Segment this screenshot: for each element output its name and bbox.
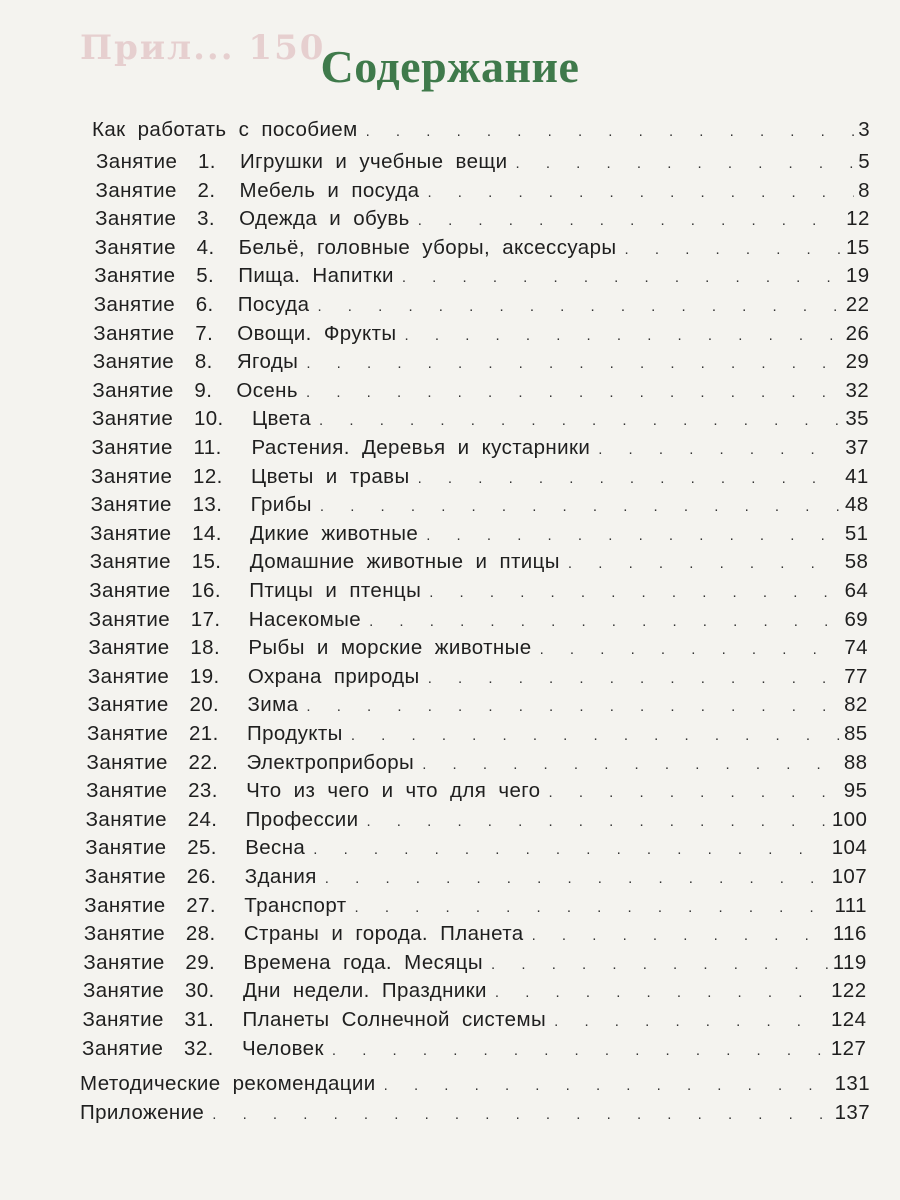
toc-page-number: 26 [845, 321, 870, 345]
toc-dot-leader [429, 579, 840, 607]
toc-entry-label: Приложение [80, 1101, 205, 1124]
toc-page-number: 100 [831, 807, 868, 831]
lesson-title: Пища. Напитки [238, 264, 394, 288]
toc-page-number: 69 [844, 607, 869, 631]
toc-page-number: 77 [844, 664, 868, 688]
lesson-word: Занятие [83, 950, 165, 974]
toc-dot-leader [332, 1037, 827, 1065]
toc-page-number: 122 [831, 979, 867, 1003]
toc-entry-label [89, 606, 361, 634]
lesson-word: Занятие [89, 579, 171, 602]
lesson-number: 28. [185, 922, 216, 946]
toc-entry-label [90, 520, 418, 548]
toc-entry-lesson[interactable] [91, 463, 869, 491]
lesson-title: Что из чего и что для чего [246, 779, 541, 803]
lesson-title: Игрушки и учебные вещи [240, 150, 508, 173]
toc-dot-leader [369, 608, 840, 636]
lesson-word: Занятие [93, 321, 175, 345]
toc-entry-label: Методические рекомендации [80, 1072, 376, 1095]
toc-page-number: 82 [844, 693, 868, 717]
lesson-number: 2. [197, 178, 216, 202]
lesson-title: Планеты Солнечной системы [242, 1008, 547, 1031]
toc-dot-leader [548, 779, 839, 807]
toc-entry-label [94, 291, 310, 319]
toc-entry-label [86, 777, 540, 805]
toc-entry-label [96, 148, 508, 176]
toc-page-number: 131 [834, 1072, 870, 1095]
toc-entry-lesson[interactable] [94, 262, 869, 290]
lesson-title: Зима [247, 693, 299, 717]
toc-page-number: 41 [845, 464, 869, 488]
ghost-show-through-text: Прил... 150 [80, 28, 326, 68]
toc-entry-label [91, 463, 410, 491]
toc-page-number: 15 [846, 235, 870, 259]
lesson-title: Посуда [237, 293, 310, 316]
toc-dot-leader [516, 150, 855, 178]
toc-entry-label [89, 577, 421, 605]
lesson-title: Ягоды [236, 350, 299, 374]
toc-entry-label [95, 234, 617, 262]
toc-dot-leader [320, 493, 841, 521]
toc-entry-label [83, 949, 483, 977]
lesson-title: Транспорт [244, 893, 347, 917]
toc-dot-leader [405, 322, 842, 350]
lesson-word: Занятие [90, 493, 172, 517]
toc-page-number: 88 [843, 750, 868, 774]
lesson-word: Занятие [95, 178, 177, 202]
lesson-title: Птицы и птенцы [249, 579, 422, 602]
lesson-number: 26. [186, 865, 217, 888]
lesson-title: Бельё, головные уборы, аксессуары [238, 235, 617, 259]
toc-page-number: 48 [844, 493, 869, 517]
lesson-title: Грибы [250, 493, 312, 517]
lesson-number: 27. [186, 893, 216, 917]
lesson-word: Занятие [88, 607, 171, 631]
lesson-word: Занятие [85, 836, 167, 860]
lesson-title: Здания [244, 865, 317, 888]
toc-dot-leader [540, 636, 841, 664]
lesson-number: 12. [193, 464, 223, 488]
lesson-word: Занятие [91, 464, 173, 488]
lesson-number: 13. [192, 493, 223, 517]
lesson-title: Одежда и обувь [239, 207, 410, 231]
lesson-number: 14. [192, 521, 222, 545]
toc-entry-lesson[interactable] [88, 634, 868, 662]
lesson-title: Рыбы и морские животные [248, 636, 532, 660]
toc-page-number: 19 [845, 264, 870, 288]
toc-entry-lesson[interactable] [93, 348, 869, 376]
toc-page-number: 124 [831, 1008, 867, 1031]
lesson-title: Дни недели. Праздники [242, 979, 487, 1003]
lesson-number: 9. [194, 378, 213, 402]
toc-entry-lesson[interactable] [95, 205, 870, 233]
toc-entry-label: Как работать с пособием [92, 118, 358, 141]
toc-entry-label [91, 491, 312, 519]
lesson-title: Дикие животные [250, 521, 419, 545]
toc-entry-lesson[interactable] [86, 806, 868, 834]
toc-entry-intro[interactable] [92, 116, 870, 144]
toc-entry-label [92, 405, 311, 433]
toc-dot-leader [418, 207, 842, 235]
lesson-word: Занятие [92, 378, 174, 402]
toc-dot-leader [598, 436, 841, 464]
lesson-number: 5. [196, 264, 215, 288]
lesson-number: 8. [194, 350, 213, 374]
lesson-number: 23. [188, 779, 218, 803]
toc-page-number: 12 [846, 207, 870, 231]
toc-dot-leader [491, 951, 829, 979]
toc-dot-leader [313, 836, 827, 864]
lesson-title: Мебель и посуда [239, 178, 420, 202]
toc-entry-label [83, 1006, 547, 1034]
toc-page-number: 3 [858, 118, 870, 141]
lesson-title: Весна [245, 836, 306, 860]
lesson-title: Электроприборы [246, 750, 415, 774]
toc-page-number: 35 [845, 407, 869, 431]
toc-entry-label [84, 892, 346, 920]
lesson-title: Цвета [251, 407, 312, 431]
toc-entry-lesson[interactable] [86, 777, 867, 805]
toc-entry-lesson[interactable] [85, 863, 867, 891]
lesson-number: 4. [196, 235, 215, 259]
toc-page-number: 95 [843, 779, 868, 803]
lesson-number: 20. [189, 693, 220, 717]
lesson-word: Занятие [95, 207, 177, 231]
toc-dot-leader [366, 118, 855, 146]
toc-entry-lesson[interactable] [90, 520, 868, 548]
lesson-word: Занятие [82, 979, 165, 1003]
toc-dot-leader [402, 264, 842, 292]
lesson-number: 17. [190, 607, 221, 631]
lesson-word: Занятие [96, 150, 178, 173]
toc-entry-label [82, 1035, 324, 1063]
toc-entry-label [87, 720, 343, 748]
toc-page-number: 127 [830, 1036, 867, 1060]
lesson-title: Профессии [245, 807, 359, 831]
lesson-number: 19. [189, 664, 220, 688]
lesson-word: Занятие [94, 235, 176, 259]
lesson-number: 30. [184, 979, 215, 1003]
toc-page-number: 22 [845, 293, 870, 316]
toc-dot-leader [568, 550, 841, 578]
toc-entry-label [93, 348, 298, 376]
lesson-number: 29. [185, 950, 216, 974]
toc-entry-lesson[interactable] [85, 834, 867, 862]
toc-dot-leader [428, 665, 841, 693]
toc-entry-label [90, 548, 560, 576]
lesson-number: 24. [187, 807, 218, 831]
lesson-title: Цветы и травы [251, 464, 410, 488]
toc-entry-lesson[interactable] [83, 1006, 867, 1034]
lesson-title: Продукты [247, 722, 343, 745]
toc-entry-lesson[interactable] [87, 720, 868, 748]
lesson-title: Времена года. Месяцы [243, 950, 484, 974]
lesson-title: Страны и города. Планета [243, 922, 524, 946]
toc-entry-label [92, 434, 591, 462]
lesson-number: 25. [187, 836, 217, 860]
toc-page-number: 107 [831, 865, 867, 888]
toc-dot-leader [384, 1072, 831, 1100]
toc-dot-leader [625, 236, 843, 264]
toc-entry-lesson[interactable] [92, 377, 869, 405]
toc-dot-leader [354, 894, 830, 922]
toc-entry-lesson[interactable] [87, 691, 867, 719]
lesson-title: Человек [242, 1036, 324, 1060]
toc-dot-leader [212, 1101, 830, 1129]
toc-page-number: 137 [834, 1101, 870, 1124]
toc-dot-leader [366, 808, 827, 836]
toc-page-number: 116 [832, 922, 867, 946]
toc-entry-lesson[interactable] [95, 234, 870, 262]
toc-page-number: 104 [831, 836, 868, 860]
lesson-word: Занятие [90, 521, 172, 545]
toc-dot-leader [319, 407, 841, 435]
lesson-title: Растения. Деревья и кустарники [251, 436, 591, 459]
lesson-number: 22. [188, 750, 219, 774]
toc-page-number: 5 [858, 150, 870, 173]
toc-page-number: 119 [832, 950, 867, 974]
toc-entry-lesson[interactable] [91, 491, 869, 519]
toc-entry-label [93, 320, 396, 348]
toc-dot-leader [317, 293, 841, 321]
lesson-word: Занятие [87, 693, 169, 717]
lesson-word: Занятие [87, 722, 169, 745]
toc-dot-leader [351, 722, 840, 750]
lesson-title: Овощи. Фрукты [237, 321, 397, 345]
toc-entry-lesson[interactable] [94, 291, 870, 319]
lesson-number: 16. [191, 579, 221, 602]
toc-entry-label [87, 749, 415, 777]
toc-page-number: 8 [858, 178, 870, 202]
toc-dot-leader [532, 922, 829, 950]
toc-entry-lesson[interactable] [89, 606, 868, 634]
toc-dot-leader [306, 379, 841, 407]
toc-entry-lesson[interactable] [92, 434, 869, 462]
lesson-title: Насекомые [248, 607, 362, 631]
toc-entry-lesson[interactable] [89, 577, 868, 605]
lesson-number: 10. [193, 407, 224, 431]
toc-entry-lesson[interactable] [96, 148, 870, 176]
toc-dot-leader [554, 1008, 827, 1036]
lesson-word: Занятие [83, 922, 166, 946]
lesson-word: Занятие [82, 1008, 164, 1031]
toc-page-number: 85 [844, 722, 868, 745]
toc-entry-label [84, 920, 524, 948]
lesson-word: Занятие [87, 664, 170, 688]
toc-entry-appendix[interactable] [80, 1070, 870, 1098]
toc-entry-label [85, 863, 317, 891]
lesson-title: Осень [236, 378, 298, 402]
lesson-word: Занятие [82, 1036, 164, 1060]
lesson-word: Занятие [86, 750, 168, 774]
lesson-number: 7. [195, 321, 214, 345]
toc-entry-label [95, 205, 410, 233]
toc-entry-label [94, 262, 394, 290]
toc-entry-lesson[interactable] [93, 320, 869, 348]
toc-page-number: 111 [834, 893, 867, 917]
toc-entry-lesson[interactable] [84, 920, 867, 948]
toc-entry-lesson[interactable] [88, 663, 868, 691]
toc-page-number: 37 [845, 436, 869, 459]
lesson-word: Занятие [89, 550, 171, 574]
lesson-number: 1. [198, 150, 216, 173]
toc-dot-leader [418, 465, 842, 493]
toc-entry-lesson[interactable] [87, 749, 868, 777]
toc-entry-label [92, 377, 298, 405]
lesson-title: Домашние животные и птицы [249, 550, 560, 574]
lesson-word: Занятие [91, 436, 173, 459]
toc-entry-appendix[interactable] [80, 1099, 870, 1127]
lesson-number: 6. [195, 293, 214, 316]
toc-entry-lesson[interactable] [92, 405, 869, 433]
toc-entry-lesson[interactable] [83, 977, 867, 1005]
lesson-word: Занятие [88, 636, 170, 660]
toc-dot-leader [495, 979, 827, 1007]
lesson-number: 31. [184, 1008, 215, 1031]
toc-dot-leader [306, 350, 841, 378]
toc-dot-leader [325, 865, 828, 893]
lesson-word: Занятие [94, 264, 176, 288]
toc-dot-leader [422, 751, 840, 779]
toc-dot-leader [306, 693, 840, 721]
toc-entry-lesson[interactable] [83, 949, 866, 977]
toc-entry-label [96, 177, 420, 205]
toc-dot-leader [427, 179, 854, 207]
toc-dot-leader [426, 522, 841, 550]
lesson-number: 15. [191, 550, 222, 574]
toc-entry-lesson[interactable] [82, 1035, 866, 1063]
lesson-word: Занятие [84, 865, 166, 888]
toc-entry-label [85, 834, 305, 862]
toc-entry-lesson[interactable] [84, 892, 867, 920]
lesson-number: 32. [184, 1036, 214, 1060]
toc-entry-lesson[interactable] [96, 177, 870, 205]
toc-entry-label [88, 663, 420, 691]
lesson-number: 21. [189, 722, 219, 745]
lesson-word: Занятие [85, 807, 167, 831]
toc-entry-label [83, 977, 487, 1005]
toc-entry-label [87, 691, 298, 719]
lesson-word: Занятие [84, 893, 166, 917]
lesson-number: 11. [193, 436, 222, 459]
lesson-title: Охрана природы [247, 664, 420, 688]
lesson-number: 3. [197, 207, 215, 231]
toc-page-number: 64 [844, 579, 869, 602]
toc-page-number: 32 [845, 378, 870, 402]
toc-page-number: 58 [844, 550, 869, 574]
page-title: Содержание [320, 41, 580, 92]
toc-page-number: 29 [845, 350, 870, 374]
toc-entry-label [88, 634, 531, 662]
toc-page-number: 74 [844, 636, 868, 660]
lesson-word: Занятие [92, 350, 175, 374]
toc-entry-lesson[interactable] [90, 548, 869, 576]
lesson-number: 18. [190, 636, 221, 660]
toc-page-number: 51 [844, 521, 869, 545]
toc-entry-label [86, 806, 359, 834]
lesson-word: Занятие [86, 779, 168, 803]
lesson-word: Занятие [91, 407, 174, 431]
lesson-word: Занятие [93, 293, 175, 316]
